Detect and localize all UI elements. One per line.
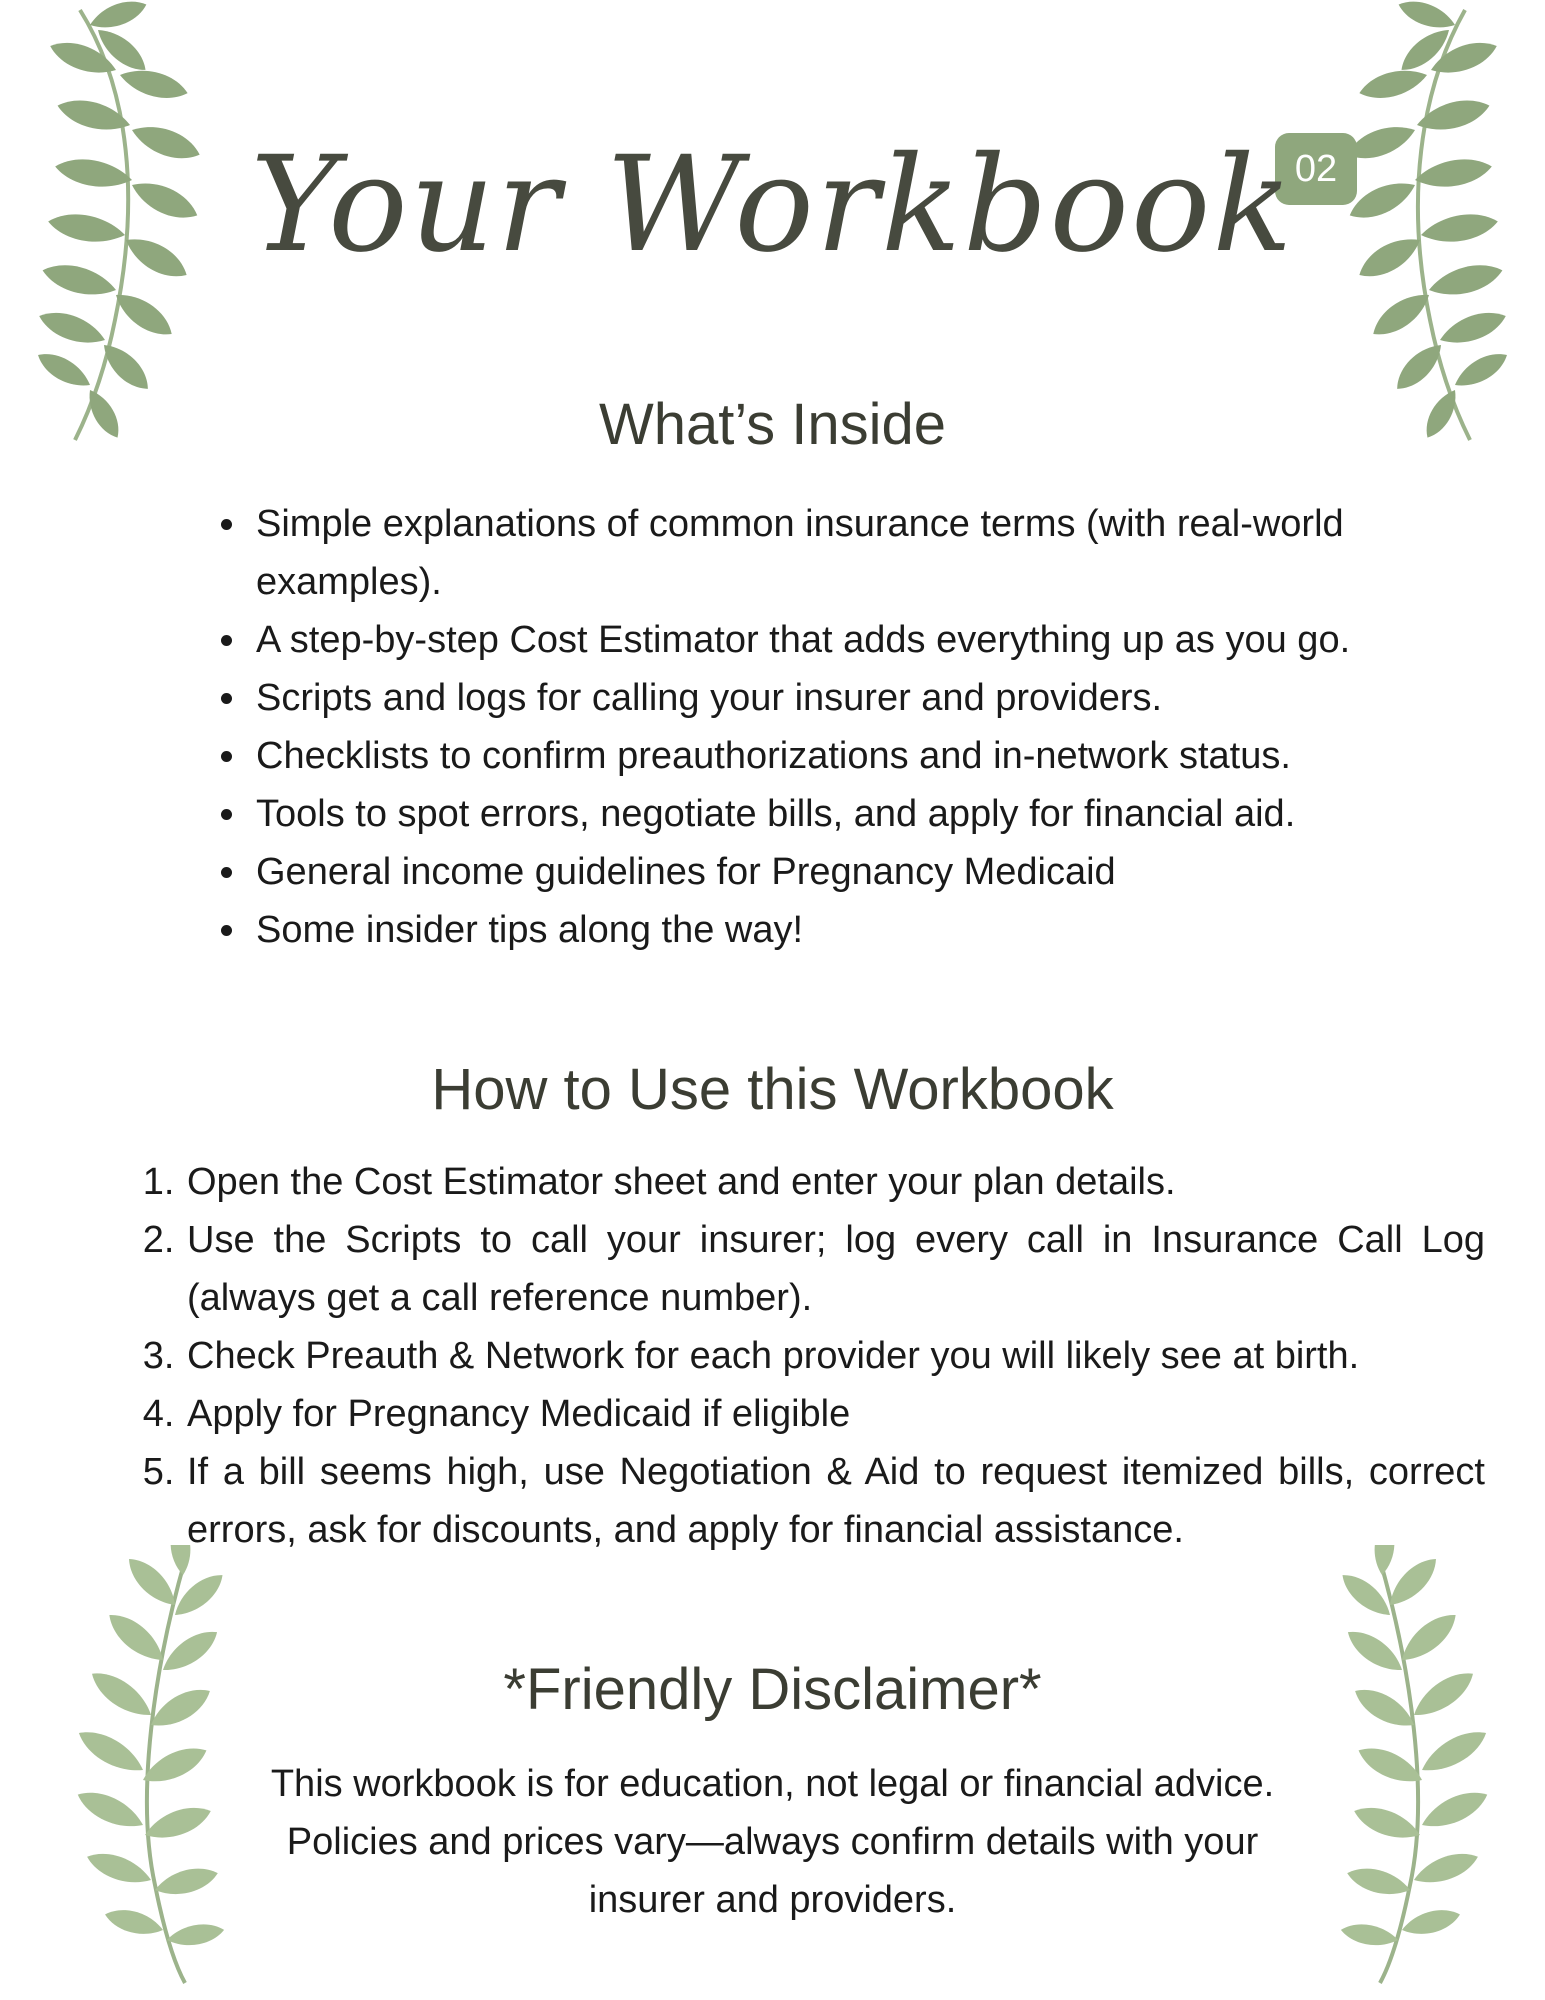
list-item: • Tools to spot errors, negotiate bills, and apply for financial aid.	[250, 785, 1420, 843]
leaf-icon	[1350, 1800, 1424, 1846]
whats-inside-list	[205, 495, 1420, 959]
how-to-use-steps	[140, 1153, 1485, 1559]
leaf-icon	[1344, 1862, 1413, 1901]
how-to-use-heading: How to Use this Workbook	[431, 1057, 1114, 1122]
leaf-icon	[1395, 0, 1459, 35]
leaf-branch-icon	[35, 1545, 235, 1985]
list-item: • Some insider tips along the way!	[250, 901, 1420, 959]
leaf-icon	[152, 1862, 221, 1901]
leaf-icon	[121, 1551, 183, 1613]
disclaimer-text: This workbook is for education, not legal or financial advice. Policies and prices vary—always confirm details with your insurer and providers.	[270, 1763, 1275, 1921]
disclaimer-heading: *Friendly Disclaimer*	[503, 1657, 1042, 1722]
leaf-icon	[35, 305, 109, 351]
whats-inside-heading: What’s Inside	[598, 392, 947, 457]
leaf-icon	[86, 0, 150, 35]
leaf-icon	[1356, 63, 1430, 104]
leaf-icon	[73, 1723, 149, 1781]
step-item: 4. Apply for Pregnancy Medicaid if eligible	[185, 1385, 1485, 1443]
leaf-icon	[102, 1904, 165, 1940]
leaf-icon	[1416, 1723, 1492, 1781]
leaf-icon	[1339, 1920, 1400, 1949]
leaf-icon	[1417, 1784, 1492, 1836]
step-item: 3. Check Preauth & Network for each provider you will likely see at birth.	[185, 1327, 1485, 1385]
leaf-branch-icon	[1330, 1545, 1530, 1985]
list-item: • A step-by-step Cost Estimator that adds everything up as you go.	[250, 611, 1420, 669]
page-title: Your Workbook	[250, 128, 1295, 282]
leaf-icon	[1382, 1551, 1444, 1613]
list-item: • General income guidelines for Pregnancy Medicaid	[250, 843, 1420, 901]
leaf-icon	[1450, 346, 1512, 394]
leaf-icon	[1399, 1904, 1462, 1940]
leaf-icon	[1436, 305, 1510, 351]
leaf-icon	[117, 63, 191, 104]
step-item: 5. If a bill seems high, use Negotiation & Aid to request itemized bills, correct errors, ask for discounts, and apply for financial assistance.	[185, 1443, 1485, 1559]
list-item: • Checklists to confirm preauthorizations and in-network status.	[250, 727, 1420, 785]
leaf-icon	[165, 1920, 226, 1949]
page-number-badge: 02	[1275, 133, 1357, 205]
leaf-icon	[33, 346, 95, 394]
list-item: • Scripts and logs for calling your insurer and providers.	[250, 669, 1420, 727]
leaf-icon	[1410, 1846, 1482, 1890]
step-item: 1. Open the Cost Estimator sheet and enter your plan details.	[185, 1153, 1485, 1211]
leaf-icon	[83, 1846, 155, 1890]
leaf-icon	[73, 1784, 148, 1836]
leaf-icon	[141, 1800, 215, 1846]
step-item: 2. Use the Scripts to call your insurer; log every call in Insurance Call Log (always get a call reference number).	[185, 1211, 1485, 1327]
list-item: • Simple explanations of common insurance terms (with real-world examples).	[250, 495, 1420, 611]
